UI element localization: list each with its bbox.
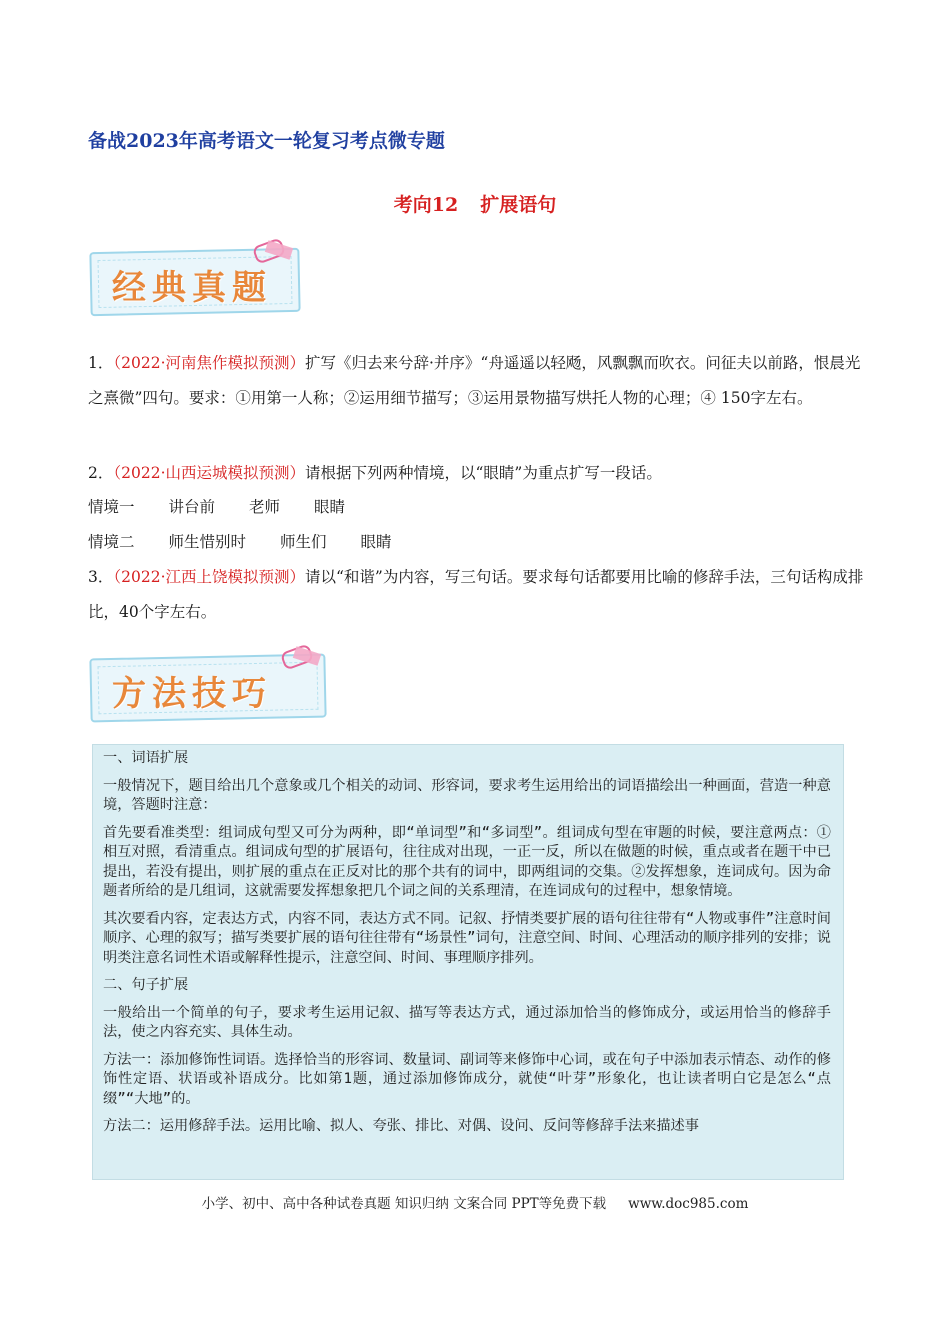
page-footer <box>0 1192 950 1212</box>
topic-name: 扩展语句 <box>480 194 557 216</box>
scenario-item: 师生们 <box>280 533 327 551</box>
scenario-item: 眼睛 <box>314 498 346 516</box>
series-title: 备战2023年高考语文一轮复习考点微专题 <box>88 130 445 152</box>
paragraph: 方法一：添加修饰性词语。选择恰当的形容词、数量词、副词等来修饰中心词，或在句子中添加表示情态、动作的修饰性定语、状语或补语成分。比如第1题，通过添加修饰成分，就使“叶芽”形象化，也让读者明白它是怎么“点缀”“大地”的。 <box>103 1051 831 1107</box>
paragraph: 其次要看内容，定表达方式，内容不同，表达方式不同。记叙、抒情类要扩展的语句往往带有“人物或事件”注意时间顺序、心理的叙写；描写类要扩展的语句往往带有“场景性”词句，注意空间、时间、心理活动的顺序排列的安排；说明类注意名词性术语或解释性提示，注意空间、时间、事理顺序排列。 <box>103 910 831 966</box>
banner-title: 方法技巧 <box>112 674 272 714</box>
question-source: （2022·山西运城模拟预测） <box>113 464 305 482</box>
question-number: 3． <box>88 568 114 586</box>
method-tips-banner <box>90 656 326 720</box>
paragraph: 一般给出一个简单的句子，要求考生运用记叙、描写等表达方式，通过添加恰当的修饰成分，或运用恰当的修辞手法，使之内容充实、具体生动。 <box>103 1004 831 1040</box>
section-heading: 一、词语扩展 <box>103 750 189 766</box>
method-box <box>92 744 844 1180</box>
topic-title <box>0 190 950 217</box>
scenario-1 <box>88 490 379 525</box>
question-1 <box>88 346 868 416</box>
scenario-item: 讲台前 <box>168 498 216 516</box>
question-text: 请根据下列两种情境，以“眼睛”为重点扩写一段话。 <box>305 464 662 482</box>
scenario-2 <box>88 525 426 560</box>
banner-title: 经典真题 <box>112 268 272 308</box>
question-number: 2． <box>88 464 114 482</box>
question-number: 1． <box>88 354 114 372</box>
paragraph: 一般情况下，题目给出几个意象或几个相关的动词、形容词，要求考生运用给出的词语描绘出一种画面，营造一种意境，答题时注意： <box>103 777 831 813</box>
topic-number: 考向12 <box>393 194 459 216</box>
paragraph: 首先要看准类型：组词成句型又可分为两种，即“单词型”和“多词型”。组词成句型在审题的时候，要注意两点：①相互对照，看清重点。组词成句型的扩展语句，往往成对出现，一正一反，所以在做题的时候，重点或者在题干中已提出，若没有提出，则扩展的重点在正反对比的那个共有的词中，即两组词的交集。②发挥想象，连词成句。因为命题者所给的是几组词，这就需要发挥想象把几个词之间的关系理清，在连词成句的过程中，想象情境。 <box>103 824 831 899</box>
question-text: 请以“和谐”为内容，写三句话。要求每句话都要用比喻的修辞手法，三句话构成排比，40个字左右。 <box>88 568 864 621</box>
question-source: （2022·河南焦作模拟预测） <box>113 354 305 372</box>
question-text: 扩写《归去来兮辞·并序》“舟遥遥以轻飏，风飘飘而吹衣。问征夫以前路，恨晨光之熹微”四句。要求：①用第一人称；②运用细节描写；③运用景物描写烘托人物的心理；④ 150字左右。 <box>88 354 861 407</box>
question-2 <box>88 456 868 491</box>
section-heading: 二、句子扩展 <box>103 977 189 993</box>
question-source: （2022·江西上饶模拟预测） <box>113 568 305 586</box>
footer-site-link[interactable]: www.doc985.com <box>628 1196 749 1212</box>
scenario-label: 情境一 <box>88 498 135 516</box>
footer-text: 小学、初中、高中各种试卷真题 知识归纳 文案合同 PPT等免费下载 <box>201 1196 607 1212</box>
scenario-item: 眼睛 <box>360 533 392 551</box>
paragraph: 方法二：运用修辞手法。运用比喻、拟人、夸张、排比、对偶、设问、反问等修辞手法来描述事 <box>103 1118 699 1134</box>
scenario-item: 师生惜别时 <box>168 533 247 551</box>
classic-questions-banner <box>90 250 300 314</box>
scenario-label: 情境二 <box>88 533 135 551</box>
scenario-item: 老师 <box>249 498 281 516</box>
question-3 <box>88 560 868 630</box>
